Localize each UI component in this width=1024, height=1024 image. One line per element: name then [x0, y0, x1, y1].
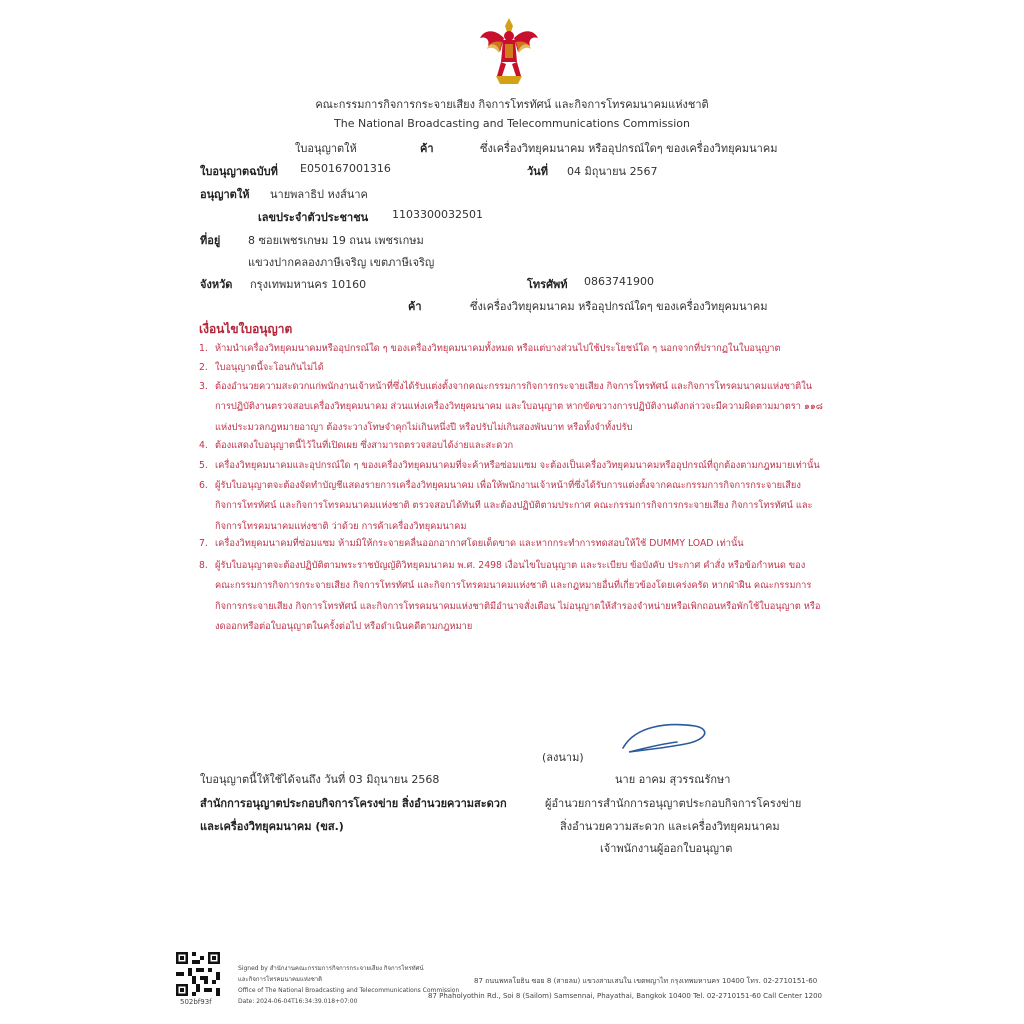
condition-number: 4.	[199, 440, 208, 451]
signer-title-3: เจ้าพนักงานผู้ออกใบอนุญาต	[600, 842, 733, 855]
signed-by-line: Signed by สำนักงานคณะกรรมการกิจการกระจายเสียง กิจการโทรทัศน์	[238, 965, 424, 972]
condition-number: 8.	[199, 560, 208, 571]
address-line-2: แขวงปากคลองภาษีเจริญ เขตภาษีเจริญ	[248, 256, 435, 269]
address-line-1: 8 ซอยเพชรเกษม 19 ถนน เพชรเกษม	[248, 234, 424, 247]
condition-text: ต้องอำนวยความสะดวกแก่พนักงานเจ้าหน้าที่ซึ่งได้รับแต่งตั้งจากคณะกรรมการกิจการกระจายเสียง กิจการโทรทัศน์ และกิจการโทรคมนาคมแห่งชาติในการปฏิบัติงานตรวจสอบเครื่องวิทยุคมนาคม ส่วนแห่งเครื่องวิทยุคมนาคม และใบอนุญาต หากขัดขวางการปฏิบัติงานดังกล่าวจะมีความผิดตามมาตรา ๑๑๘ แห่งประมวลกฎหมายอาญา ต้องระวางโทษจำคุกไม่เกินหนึ่งปี หรือปรับไม่เกินสองพันบาท หรือทั้งจำทั้งปรับ	[215, 381, 823, 433]
qr-code-label: 502bf93f	[180, 998, 212, 1006]
condition-item	[199, 358, 824, 378]
id-number: 1103300032501	[392, 208, 483, 221]
phone-number: 0863741900	[584, 275, 654, 288]
signer-title-1: ผู้อำนวยการสำนักการอนุญาตประกอบกิจการโครงข่าย	[545, 797, 802, 810]
condition-text: ต้องแสดงใบอนุญาตนี้ไว้ในที่เปิดเผย ซึ่งสามารถตรวจสอบได้ง่ายและสะดวก	[215, 440, 514, 451]
condition-item	[199, 377, 824, 438]
condition-number: 1.	[199, 343, 208, 354]
condition-item	[199, 456, 824, 476]
condition-text: ผู้รับใบอนุญาตจะต้องปฏิบัติตามพระราชบัญญัติวิทยุคมนาคม พ.ศ. 2498 เงื่อนไขใบอนุญาต และระเบียบ ข้อบังคับ ประกาศ คำสั่ง หรือข้อกำหนด ของคณะกรรมการกิจการกระจายเสียง กิจการโทรทัศน์ และกิจการโทรคมนาคมแห่งชาติ และกฎหมายอื่นที่เกี่ยวข้องโดยเคร่งครัด หากฝ่าฝืน คณะกรรมการกิจการกระจายเสียง กิจการโทรทัศน์ และกิจการโทรคมนาคมแห่งชาติมีอำนาจสั่งเตือน ไม่อนุญาตให้สำรองจำหน่ายหรือเพิกถอนหรือพักใช้ใบอนุญาต หรืองดออกหรือต่อใบอนุญาตในครั้งต่อไป หรือดำเนินคดีตามกฎหมาย	[215, 560, 821, 632]
address-english: 87 Phaholyothin Rd., Soi 8 (Sailom) Samsennai, Phayathai, Bangkok 10400 Tel. 02-2710151-60 Call Center 1200	[428, 992, 823, 1000]
condition-item	[199, 556, 824, 637]
sign-label: (ลงนาม)	[542, 751, 584, 764]
license-number-label: ใบอนุญาตฉบับที่	[200, 165, 278, 178]
conditions-title: เงื่อนไขใบอนุญาต	[199, 322, 293, 336]
license-date-label: วันที่	[527, 165, 548, 178]
condition-number: 3.	[199, 381, 208, 392]
condition-item	[199, 339, 824, 359]
org-name-english: The National Broadcasting and Telecommunications Commission	[334, 117, 690, 130]
condition-item	[199, 436, 824, 456]
condition-text: ใบอนุญาตนี้จะโอนกันไม่ได้	[215, 362, 324, 373]
qr-code-icon	[176, 952, 220, 996]
validity-text: ใบอนุญาตนี้ให้ใช้ได้จนถึง วันที่ 03 มิถุนายน 2568	[200, 773, 440, 786]
condition-text: เครื่องวิทยุคมนาคมที่ซ่อมแซม ห้ามมิให้กระจายคลื่นออกอากาศโดยเด็ดขาด และหากกระทำการทดสอบให้ใช้ DUMMY LOAD เท่านั้น	[215, 538, 744, 549]
condition-item	[199, 476, 824, 537]
trade-description: ซึ่งเครื่องวิทยุคมนาคม หรืออุปกรณ์ใดๆ ของเครื่องวิทยุคมนาคม	[480, 142, 778, 155]
signer-title-2: สิ่งอำนวยความสะดวก และเครื่องวิทยุคมนาคม	[560, 820, 780, 833]
condition-text: ห้ามนำเครื่องวิทยุคมนาคมหรืออุปกรณ์ใด ๆ ของเครื่องวิทยุคมนาคมทั้งหมด หรือแต่บางส่วนไปใช้ประโยชน์ใด ๆ นอกจากที่ปรากฏในใบอนุญาต	[215, 343, 781, 354]
trade-description-2: ซึ่งเครื่องวิทยุคมนาคม หรืออุปกรณ์ใดๆ ของเครื่องวิทยุคมนาคม	[470, 300, 768, 313]
address-label: ที่อยู่	[200, 234, 221, 247]
signed-by-line-2: และกิจการโทรคมนาคมแห่งชาติ	[238, 976, 323, 983]
trade-label-2: ค้า	[408, 300, 422, 313]
condition-number: 6.	[199, 480, 208, 491]
issuing-office-line-1: สำนักการอนุญาตประกอบกิจการโครงข่าย สิ่งอำนวยความสะดวก	[200, 797, 507, 810]
signed-date: Date: 2024-06-04T16:34:39.018+07:00	[238, 998, 358, 1005]
license-number: E050167001316	[300, 162, 391, 175]
id-number-label: เลขประจำตัวประชาชน	[258, 211, 369, 224]
condition-number: 7.	[199, 538, 208, 549]
condition-number: 2.	[199, 362, 208, 373]
grantee-label: อนุญาตให้	[200, 188, 250, 201]
condition-number: 5.	[199, 460, 208, 471]
condition-item	[199, 534, 824, 554]
province-label: จังหวัด	[200, 278, 233, 291]
phone-label: โทรศัพท์	[527, 278, 568, 291]
garuda-emblem-icon	[478, 16, 540, 88]
signature-mark	[615, 718, 715, 760]
province: กรุงเทพมหานคร 10160	[250, 278, 367, 291]
org-name-thai: คณะกรรมการกิจการกระจายเสียง กิจการโทรทัศน์ และกิจการโทรคมนาคมแห่งชาติ	[315, 98, 709, 111]
office-english: Office of The National Broadcasting and Telecommunications Commission	[238, 987, 460, 994]
trade-label: ค้า	[420, 142, 434, 155]
issuing-office-line-2: และเครื่องวิทยุคมนาคม (ขส.)	[200, 820, 344, 833]
condition-text: ผู้รับใบอนุญาตจะต้องจัดทำบัญชีแสดงรายการเครื่องวิทยุคมนาคม เพื่อให้พนักงานเจ้าหน้าที่ซึ่งได้รับการแต่งตั้งจากคณะกรรมการกิจการกระจายเสียง กิจการโทรทัศน์ และกิจการโทรคมนาคมแห่งชาติ ตรวจสอบได้ทันที และต้องปฏิบัติตามประกาศ คณะกรรมการกิจการกระจายเสียง กิจการโทรทัศน์ และกิจการโทรคมนาคมแห่งชาติ ว่าด้วย การค้าเครื่องวิทยุคมนาคม	[215, 480, 813, 532]
signer-name: นาย อาคม สุวรรณรักษา	[615, 773, 731, 786]
condition-text: เครื่องวิทยุคมนาคมและอุปกรณ์ใด ๆ ของเครื่องวิทยุคมนาคมที่จะค้าหรือซ่อมแซม จะต้องเป็นเครื่องวิทยุคมนาคมหรืออุปกรณ์ที่ถูกต้องตามกฎหมายเท่านั้น	[215, 460, 820, 471]
grantee-name: นายพลาธิป หงส์นาค	[270, 188, 368, 201]
license-date: 04 มิถุนายน 2567	[567, 165, 658, 178]
permit-to-label: ใบอนุญาตให้	[295, 142, 357, 155]
address-thai: 87 ถนนพหลโยธิน ซอย 8 (สายลม) แขวงสามเสนใน เขตพญาไท กรุงเทพมหานคร 10400 โทร. 02-2710151-60	[474, 977, 818, 985]
